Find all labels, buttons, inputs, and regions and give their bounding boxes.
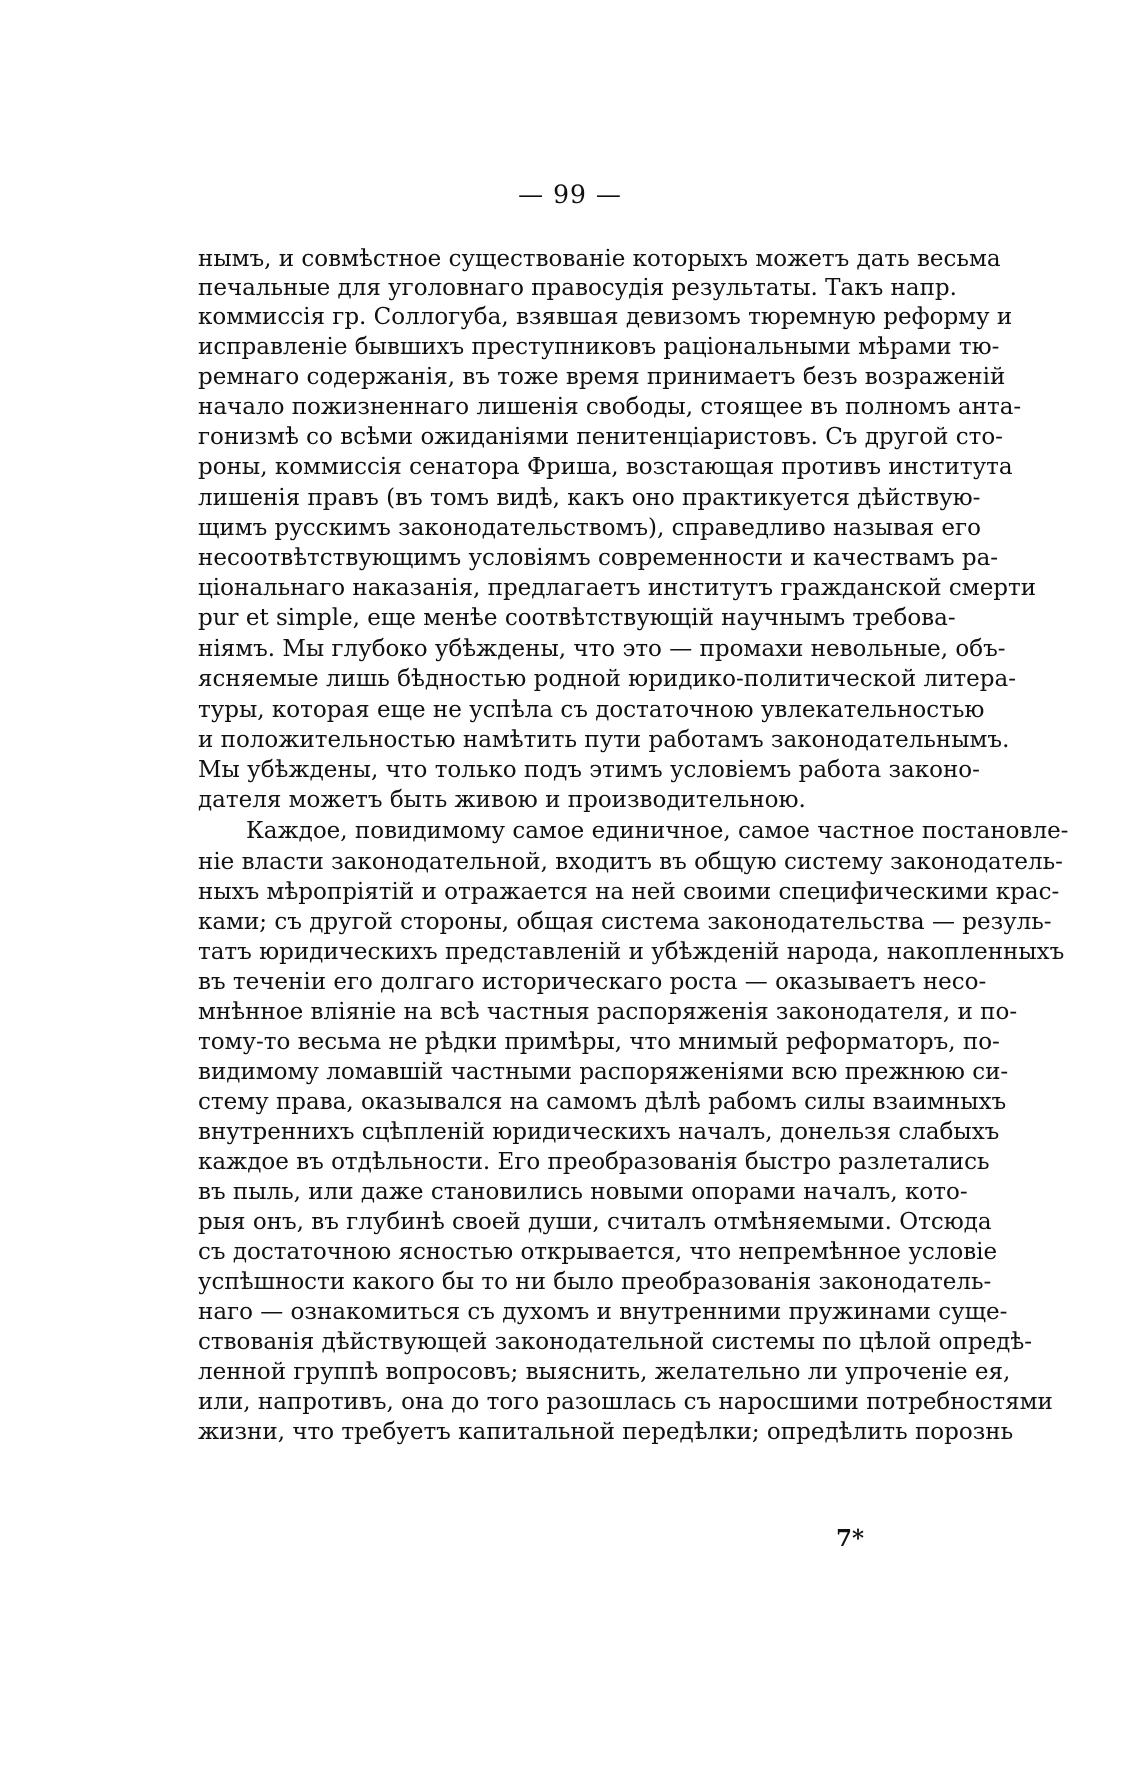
text-line: въ теченіи его долгаго историческаго роста — оказываетъ несо-: [198, 969, 987, 995]
text-line: рыя онъ, въ глубинѣ своей души, считалъ отмѣняемыми. Отсюда: [198, 1209, 992, 1235]
text-line: наго — ознакомиться съ духомъ и внутренними пружинами суще-: [198, 1299, 1008, 1325]
text-line: ныхъ мѣропріятій и отражается на ней своими специфическими крас-: [198, 879, 1060, 905]
text-line: стему права, оказывался на самомъ дѣлѣ рабомъ силы взаимныхъ: [198, 1089, 1007, 1115]
text-line: ясняемые лишь бѣдностью родной юридико-политической литера-: [198, 666, 1016, 692]
text-line: гонизмѣ со всѣми ожиданіями пенитенціаристовъ. Съ другой сто-: [198, 424, 1003, 450]
text-line: начало пожизненнаго лишенія свободы, стоящее въ полномъ анта-: [198, 394, 1022, 420]
text-line: видимому ломавшій частными распоряженіями всю прежнюю си-: [198, 1059, 1009, 1085]
text-line: ками; съ другой стороны, общая система законодательства — резуль-: [198, 909, 1052, 935]
text-line: внутреннихъ сцѣпленій юридическихъ началъ, донельзя слабыхъ: [198, 1119, 1000, 1145]
text-line: роны, коммиссія сенатора Фриша, возстающая противъ института: [198, 454, 1013, 480]
text-line: ленной группѣ вопросовъ; выяснить, желательно ли упроченіе ея,: [198, 1359, 1011, 1385]
text-line: мнѣнное вліяніе на всѣ частныя распоряженія законодателя, и по-: [198, 999, 1018, 1025]
text-line: каждое въ отдѣльности. Его преобразованія быстро разлетались: [198, 1149, 990, 1175]
text-line: жизни, что требуетъ капитальной передѣлки; опредѣлить порознь: [198, 1419, 1014, 1445]
text-line: ремнаго содержанія, въ тоже время принимаетъ безъ возраженій: [198, 364, 1006, 390]
text-line: лишенія правъ (въ томъ видѣ, какъ оно практикуется дѣйствую-: [198, 485, 981, 511]
text-line: коммиссія гр. Соллогуба, взявшая девизомъ тюремную реформу и: [198, 304, 1013, 330]
signature-mark: 7*: [836, 1525, 865, 1552]
text-line: Мы убѣждены, что только подъ этимъ условіемъ работа законо-: [198, 757, 980, 783]
text-line: печальные для уголовнаго правосудія результаты. Такъ напр.: [198, 275, 957, 301]
text-line: и положительностью намѣтить пути работамъ законодательнымъ.: [198, 727, 1010, 753]
text-line: въ пыль, или даже становились новыми опорами началъ, кото-: [198, 1179, 968, 1205]
text-line: дателя можетъ быть живою и производительною.: [198, 787, 806, 813]
text-line: туры, которая еще не успѣла съ достаточною увлекательностью: [198, 697, 985, 723]
text-line: успѣшности какого бы то ни было преобразованія законодатель-: [198, 1269, 992, 1295]
page-number: — 99 —: [518, 180, 622, 209]
text-line: щимъ русскимъ законодательствомъ), справедливо называя его: [198, 515, 981, 541]
text-line: тому-то весьма не рѣдки примѣры, что мнимый реформаторъ, по-: [198, 1029, 1000, 1055]
text-line: или, напротивъ, она до того разошлась съ наросшими потребностями: [198, 1389, 1053, 1415]
text-line: Каждое, повидимому самое единичное, самое частное постановле-: [246, 818, 1069, 844]
text-line: несоотвѣтствующимъ условіямъ современности и качествамъ ра-: [198, 545, 999, 571]
text-line: татъ юридическихъ представленій и убѣжденій народа, накопленныхъ: [198, 939, 1065, 965]
text-line: ніе власти законодательной, входитъ въ общую систему законодатель-: [198, 849, 1063, 875]
text-line: съ достаточною ясностью открывается, что непремѣнное условіе: [198, 1239, 998, 1265]
text-line: ствованія дѣйствующей законодательной системы по цѣлой опредѣ-: [198, 1329, 1032, 1355]
text-line: ціональнаго наказанія, предлагаетъ институтъ гражданской смерти: [198, 575, 1037, 601]
text-line: нымъ, и совмѣстное существованіе которыхъ можетъ дать весьма: [198, 246, 1001, 272]
text-line: pur et simple, еще менѣе соотвѣтствующій научнымъ требова-: [198, 605, 956, 631]
text-line: ніямъ. Мы глубоко убѣждены, что это — промахи невольные, объ-: [198, 636, 1006, 662]
text-line: исправленіе бывшихъ преступниковъ раціональными мѣрами тю-: [198, 334, 1000, 360]
